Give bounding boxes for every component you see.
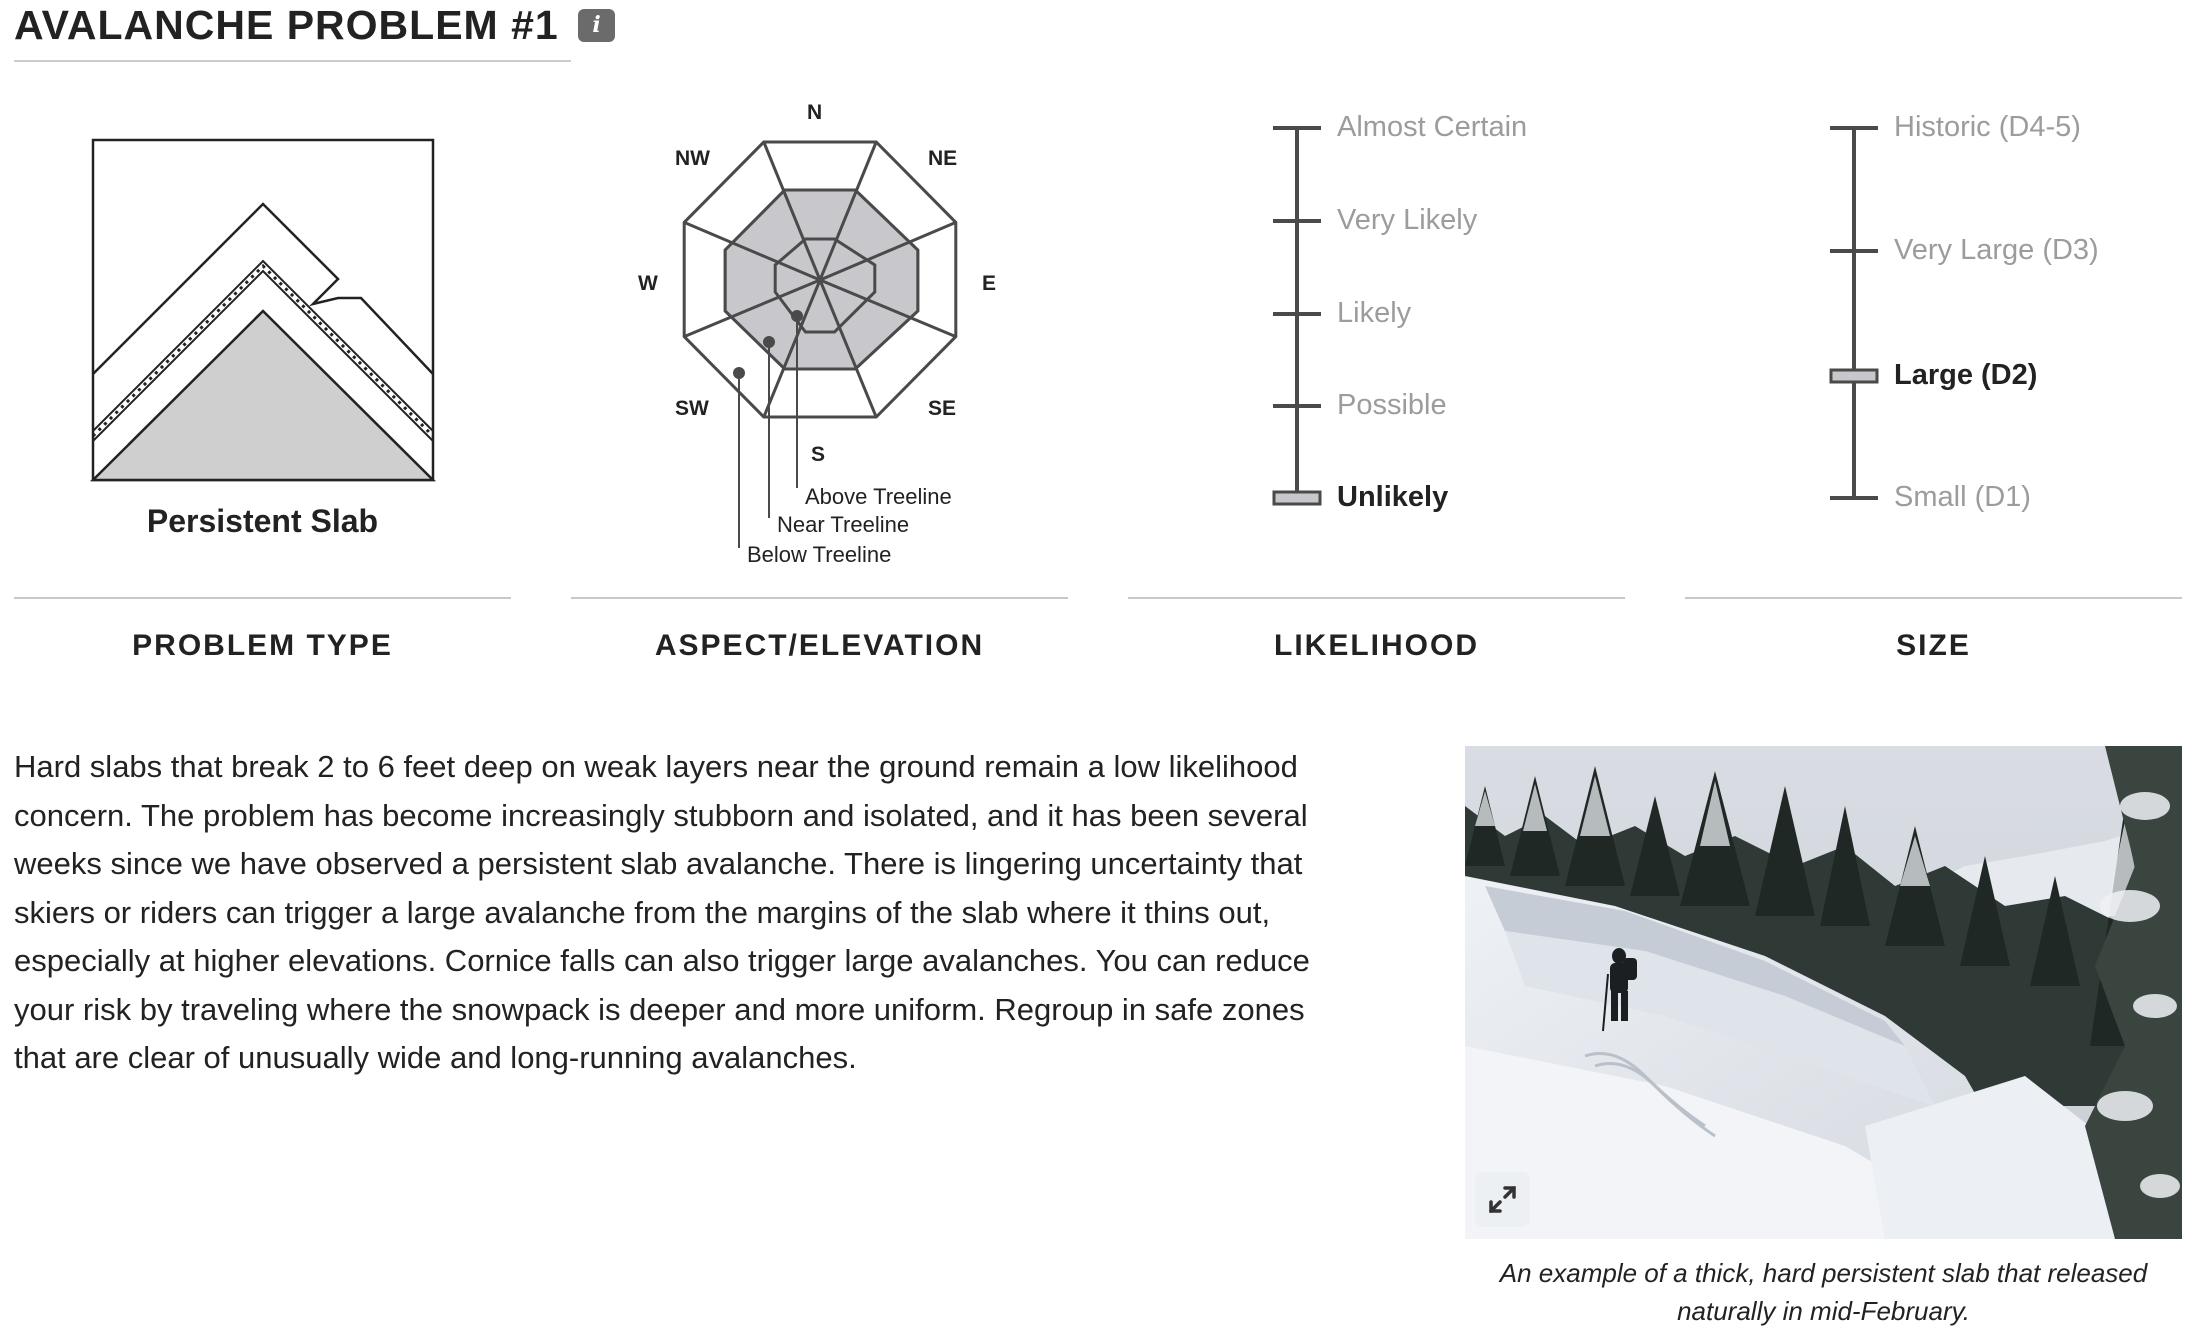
size-level: Small (D1): [1894, 481, 2031, 513]
expand-icon: [1475, 1172, 1530, 1227]
problem-type-name: Persistent Slab: [146, 503, 379, 539]
likelihood-selected-marker: [1274, 492, 1320, 504]
likelihood-level: Likely: [1337, 297, 1412, 329]
column-label-problem-type: PROBLEM TYPE: [132, 629, 393, 662]
column-divider: [1685, 597, 2182, 599]
aspect-label-w: W: [638, 272, 658, 295]
photo-caption: An example of a thick, hard persistent slab that released naturally in mid-February.: [1499, 1258, 2148, 1326]
aspect-label-n: N: [807, 101, 823, 124]
column-label-likelihood: LIKELIHOOD: [1274, 629, 1479, 662]
size-level-selected: Large (D2): [1894, 359, 2038, 391]
aspect-label-e: E: [982, 272, 997, 295]
page-title: AVALANCHE PROBLEM #1: [14, 2, 559, 48]
likelihood-level: Possible: [1337, 389, 1447, 421]
likelihood-level: Almost Certain: [1337, 111, 1528, 143]
size-level: Historic (D4-5): [1894, 111, 2081, 143]
aspect-label-se: SE: [928, 397, 957, 420]
likelihood-scale: [1273, 128, 1321, 504]
legend-above-treeline: Above Treeline: [805, 484, 952, 509]
size-selected-marker: [1831, 370, 1877, 382]
column-label-aspect-elevation: ASPECT/ELEVATION: [654, 629, 985, 662]
legend-near-treeline: Near Treeline: [777, 512, 910, 537]
problem-photo[interactable]: [1465, 746, 2182, 1239]
problem-discussion: Hard slabs that break 2 to 6 feet deep on weak layers near the ground remain a low likelihood concern. The problem has become increasingly stubborn and isolated, and it has been several weeks since we have observed a persistent slab avalanche. There is lingering uncertainty that skiers or riders can trigger a large avalanche from the margins of the slab where it thins out, especially at higher elevations. Cornice falls can also trigger large avalanches. You can reduce your risk by traveling where the snowpack is deeper and more uniform. Regroup in safe zones that are clear of unusually wide and long-running avalanches.: [14, 749, 1310, 1075]
likelihood-level: Very Likely: [1337, 204, 1478, 236]
column-divider: [14, 597, 511, 599]
legend-below-treeline: Below Treeline: [747, 542, 892, 567]
aspect-label-s: S: [811, 443, 826, 466]
size-scale: [1830, 128, 1878, 498]
likelihood-level-selected: Unlikely: [1337, 481, 1449, 513]
aspect-label-ne: NE: [928, 147, 958, 170]
column-label-size: SIZE: [1896, 629, 1971, 662]
column-divider: [571, 597, 1068, 599]
expand-button[interactable]: [1475, 1172, 1530, 1227]
aspect-label-nw: NW: [675, 147, 710, 170]
column-divider: [1128, 597, 1625, 599]
aspect-label-sw: SW: [675, 397, 709, 420]
info-icon[interactable]: i: [578, 9, 615, 42]
persistent-slab-icon: [93, 140, 433, 480]
photo-illustration: [1465, 746, 2182, 1239]
size-level: Very Large (D3): [1894, 234, 2099, 266]
